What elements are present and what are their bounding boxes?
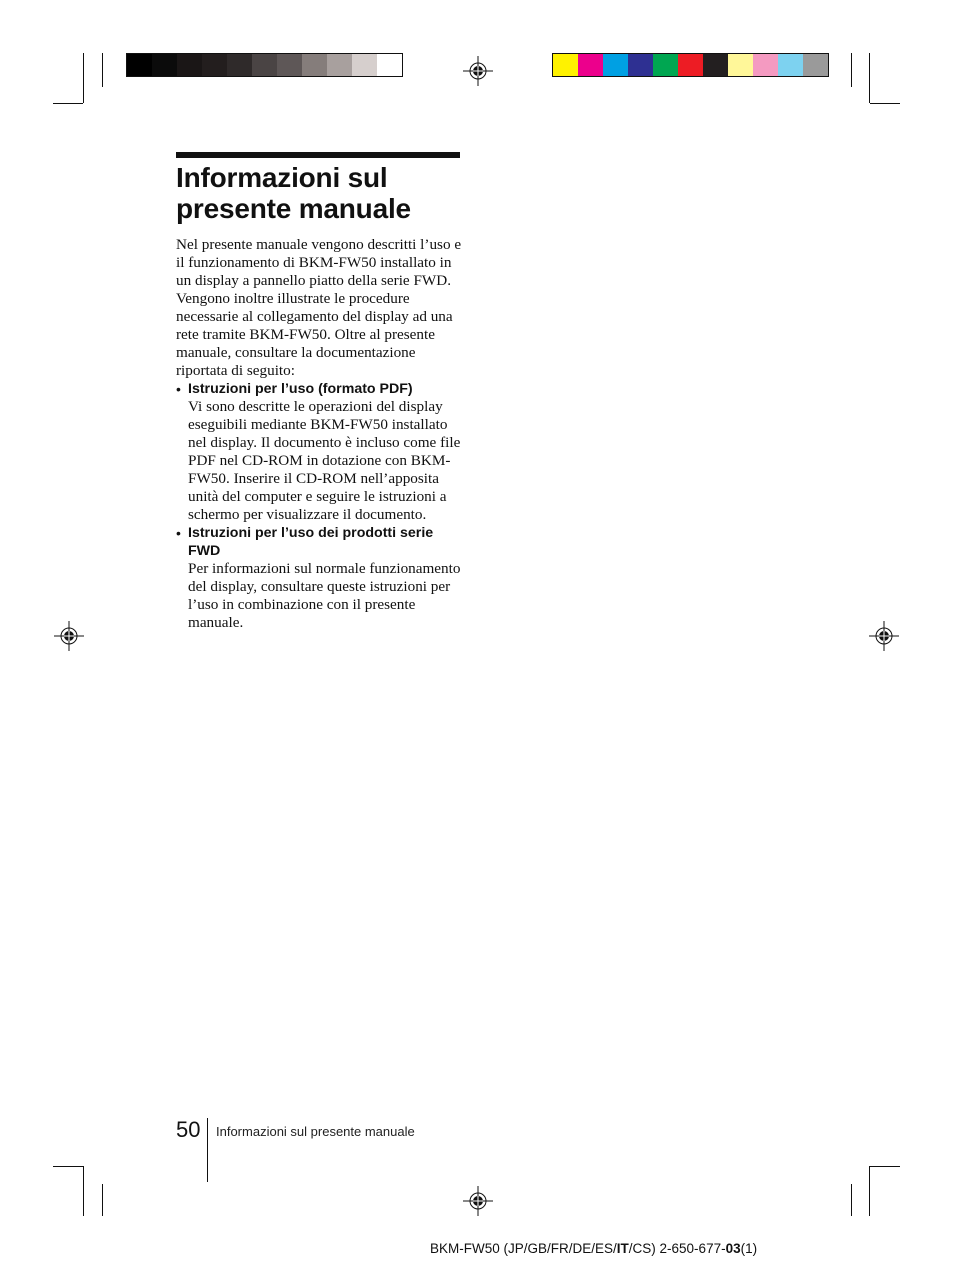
color-swatch <box>327 54 352 76</box>
registration-mark-icon <box>463 56 493 86</box>
color-swatch <box>628 54 653 76</box>
list-item <box>176 380 466 524</box>
registration-mark-icon <box>463 1186 493 1216</box>
registration-mark-icon <box>54 621 84 651</box>
process-color-bar <box>552 53 829 77</box>
color-swatch <box>803 54 828 76</box>
grayscale-color-bar <box>126 53 403 77</box>
color-swatch <box>678 54 703 76</box>
color-swatch <box>177 54 202 76</box>
doc-code-part: BKM-FW50 (JP/GB/FR/DE/ES/ <box>430 1241 617 1256</box>
color-swatch <box>553 54 578 76</box>
color-swatch <box>152 54 177 76</box>
list-item-text: Per informazioni sul normale funzionamento del display, consultare queste istruzioni per l’uso in combinazione con il presente manuale. <box>188 560 461 631</box>
crop-mark <box>869 53 870 103</box>
list-item <box>176 524 466 632</box>
crop-mark <box>869 1166 870 1216</box>
crop-mark <box>102 53 103 87</box>
color-swatch <box>653 54 678 76</box>
list-item-title: Istruzioni per l’uso dei prodotti serie FWD <box>188 525 434 559</box>
registration-mark-icon <box>869 621 899 651</box>
color-swatch <box>578 54 603 76</box>
page-number: 50 <box>176 1117 201 1142</box>
intro-paragraph: Nel presente manuale vengono descritti l’uso e il funzionamento di BKM-FW50 installato in un display a pannello piatto della serie FWD. Vengono inoltre illustrate le procedure necessarie al collegamento del display ad una rete tramite BKM-FW50. Oltre al presente manuale, consultare la documentazione riportata di seguito: <box>176 236 462 379</box>
page-title-line: presente manuale <box>176 193 411 224</box>
color-swatch <box>227 54 252 76</box>
color-swatch <box>277 54 302 76</box>
page-title-line: Informazioni sul <box>176 162 388 193</box>
crop-mark <box>851 53 852 87</box>
crop-mark <box>83 1166 84 1216</box>
crop-mark <box>53 103 83 104</box>
doc-code-part: (1) <box>740 1241 758 1256</box>
color-swatch <box>252 54 277 76</box>
bullet-icon: • <box>176 525 181 541</box>
crop-mark <box>870 103 900 104</box>
list-item-title: Istruzioni per l’uso (formato PDF) <box>188 381 413 397</box>
page-title <box>176 162 476 224</box>
section-body <box>176 236 466 632</box>
color-swatch <box>703 54 728 76</box>
list-item-text: Vi sono descritte le operazioni del display eseguibili mediante BKM-FW50 installato nel display. Il documento è incluso come file PDF nel CD-ROM in dotazione con BKM-FW50. Inserire il CD-ROM nell’apposita unità del computer e seguire le istruzioni a schermo per visualizzare il documento. <box>188 398 461 523</box>
doc-code-part: 03 <box>725 1241 741 1256</box>
color-swatch <box>778 54 803 76</box>
crop-mark <box>83 53 84 103</box>
document-code <box>430 1241 757 1256</box>
color-swatch <box>753 54 778 76</box>
crop-mark <box>851 1184 852 1216</box>
color-swatch <box>352 54 377 76</box>
color-swatch <box>302 54 327 76</box>
color-swatch <box>202 54 227 76</box>
crop-mark <box>870 1166 900 1167</box>
color-swatch <box>728 54 753 76</box>
bullet-icon: • <box>176 381 181 397</box>
doc-code-part: IT <box>616 1241 629 1256</box>
color-swatch <box>377 54 402 76</box>
footer-divider <box>207 1118 208 1182</box>
running-footer-title: Informazioni sul presente manuale <box>216 1124 415 1139</box>
color-swatch <box>127 54 152 76</box>
doc-code-part: /CS) 2-650-677- <box>628 1241 726 1256</box>
crop-mark <box>102 1184 103 1216</box>
crop-mark <box>53 1166 83 1167</box>
color-swatch <box>603 54 628 76</box>
heading-rule <box>176 152 460 158</box>
